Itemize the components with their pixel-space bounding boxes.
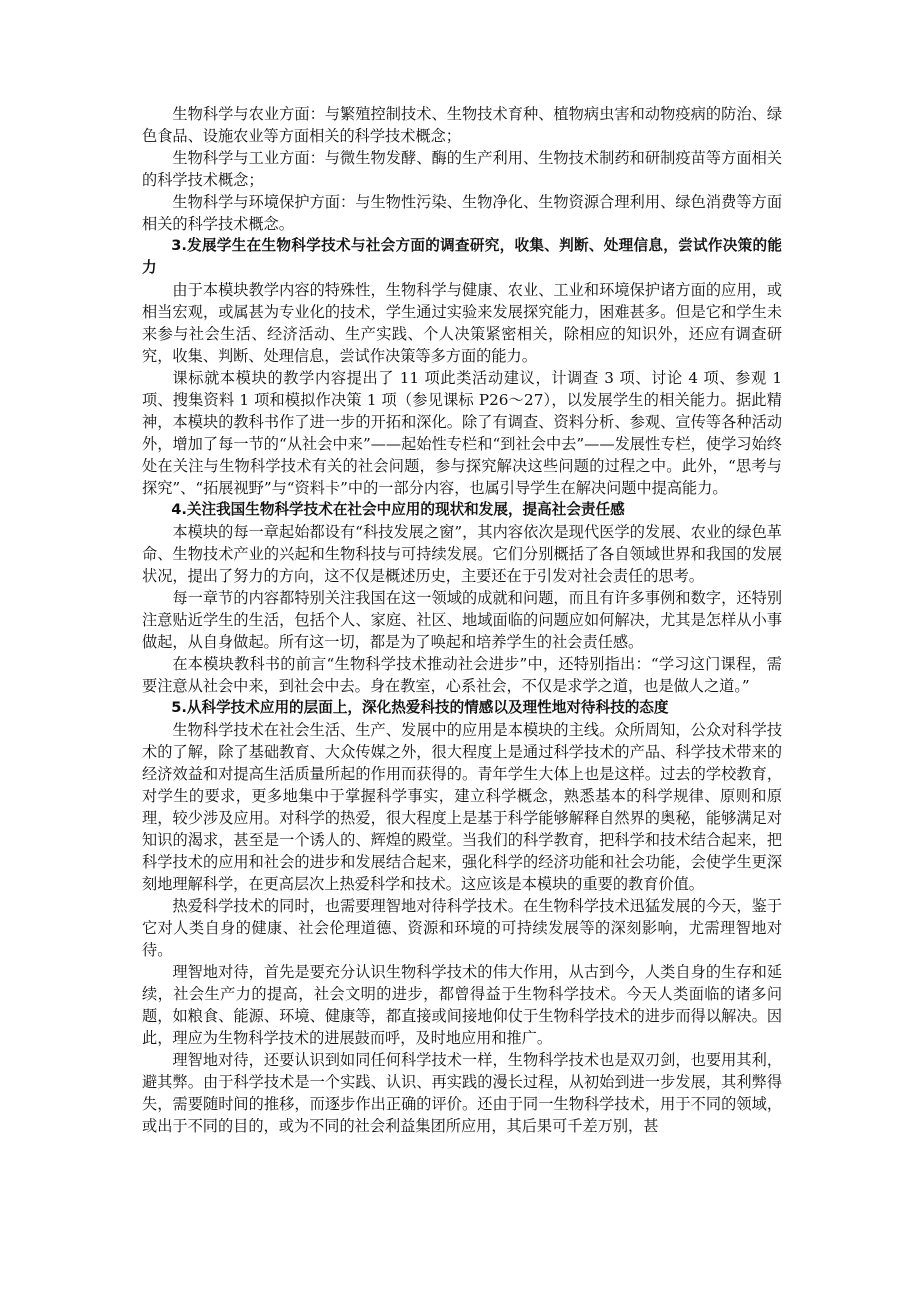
paragraph-activity-suggestions: 课标就本模块的教学内容提出了 11 项此类活动建议，计调查 3 项、讨论 4 项、参观 1 项、搜集资料 1 项和模拟作决策 1 项（参见课标 P26～27），以发展学生的相关能力。据此精神，本模块的教科书作了进一步的开拓和深化。除了有调查、资料分析、参观、宣传等各种活动外，增加了每一节的“从社会中来”——起始性专栏和“到社会中去”——发展性专栏，使学习始终处在关注与生物科学技术有关的社会问题，参与探究解决这些问题的过程之中。此外，“思考与探究”、“拓展视野”与“资料卡”中的一部分内容，也属引导学生在解决问题中提高能力。	[142, 369, 782, 497]
paragraph-rational-attitude: 热爱科学技术的同时，也需要理智地对待科学技术。在生物科学技术迅猛发展的今天，鉴于它对人类自身的健康、社会伦理道德、资源和环境的可持续发展等的深刻影响，尤需理智地对待。	[142, 897, 782, 959]
paragraph-main-line: 生物科学技术在社会生活、生产、发展中的应用是本模块的主线。众所周知，公众对科学技术的了解，除了基础教育、大众传媒之外，很大程度上是通过科学技术的产品、科学技术带来的经济效益和对提高生活质量所起的作用而获得的。青年学生大体上也是这样。过去的学校教育，对学生的要求，更多地集中于掌握科学事实，建立科学概念，熟悉基本的科学规律、原则和原理，较少涉及应用。对科学的热爱，很大程度上是基于科学能够解释自然界的奥秘，能够满足对知识的渴求，甚至是一个诱人的、辉煌的殿堂。当我们的科学教育，把科学和技术结合起来，把科学技术的应用和社会的进步和发展结合起来，强化科学的经济功能和社会功能，会使学生更深刻地理解科学，在更高层次上热爱科学和技术。这应该是本模块的重要的教育价值。	[142, 721, 782, 893]
paragraph-preface-quote: 在本模块教科书的前言“生物科学技术推动社会进步”中，还特别指出：“学习这门课程，需要注意从社会中来，到社会中去。身在教室，心系社会，不仅是求学之道，也是做人之道。”	[142, 655, 782, 695]
section-heading-3: 3.发展学生在生物科学技术与社会方面的调查研究，收集、判断、处理信息，尝试作决策的能力	[142, 237, 782, 276]
paragraph-environment: 生物科学与环境保护方面：与生物性污染、生物净化、生物资源合理利用、绿色消费等方面相关的科学技术概念。	[142, 193, 782, 233]
section-heading-4: 4.关注我国生物科学技术在社会中应用的现状和发展，提高社会责任感	[171, 501, 625, 518]
paragraph-rational-second: 理智地对待，还要认识到如同任何科学技术一样，生物科学技术也是双刃剑，也要用其利，避其弊。由于科学技术是一个实践、认识、再实践的漫长过程，从初始到进一步发展，其利弊得失，需要随时间的推移，而逐步作出正确的评价。还由于同一生物科学技术，用于不同的领域，或出于不同的目的，或为不同的社会利益集团所应用，其后果可千差万别，甚	[142, 1051, 782, 1135]
section-heading-5: 5.从科学技术应用的层面上，深化热爱科技的情感以及理性地对待科技的态度	[171, 699, 669, 716]
paragraph-industry: 生物科学与工业方面：与微生物发酵、酶的生产利用、生物技术制药和研制疫苗等方面相关的科学技术概念；	[142, 149, 782, 189]
paragraph-agriculture: 生物科学与农业方面：与繁殖控制技术、生物技术育种、植物病虫害和动物疫病的防治、绿色食品、设施农业等方面相关的科学技术概念；	[142, 105, 782, 145]
paragraph-module-specificity: 由于本模块教学内容的特殊性，生物科学与健康、农业、工业和环境保护诸方面的应用，或相当宏观，或属甚为专业化的技术，学生通过实验来发展探究能力，困难甚多。但是它和学生未来参与社会生活、经济活动、生产实践、个人决策紧密相关，除相应的知识外，还应有调查研究，收集、判断、处理信息，尝试作决策等多方面的能力。	[142, 281, 782, 365]
document-body	[142, 103, 782, 1137]
paragraph-tech-window: 本模块的每一章起始都设有“科技发展之窗”，其内容依次是现代医学的发展、农业的绿色革命、生物技术产业的兴起和生物科技与可持续发展。它们分别概括了各自领域世界和我国的发展状况，提出了努力的方向，这不仅是概述历史，主要还在于引发对社会责任的思考。	[142, 523, 782, 585]
paragraph-chapter-focus: 每一章节的内容都特别关注我国在这一领域的成就和问题，而且有许多事例和数字，还特别注意贴近学生的生活，包括个人、家庭、社区、地域面临的问题应如何解决，尤其是怎样从小事做起，从自身做起。所有这一切，都是为了唤起和培养学生的社会责任感。	[142, 589, 782, 651]
paragraph-rational-first: 理智地对待，首先是要充分认识生物科学技术的伟大作用，从古到今，人类自身的生存和延续，社会生产力的提高，社会文明的进步，都曾得益于生物科学技术。今天人类面临的诸多问题，如粮食、能源、环境、健康等，都直接或间接地仰仗于生物科学技术的进步而得以解决。因此，理应为生物科学技术的进展鼓而呼，及时地应用和推广。	[142, 963, 782, 1047]
